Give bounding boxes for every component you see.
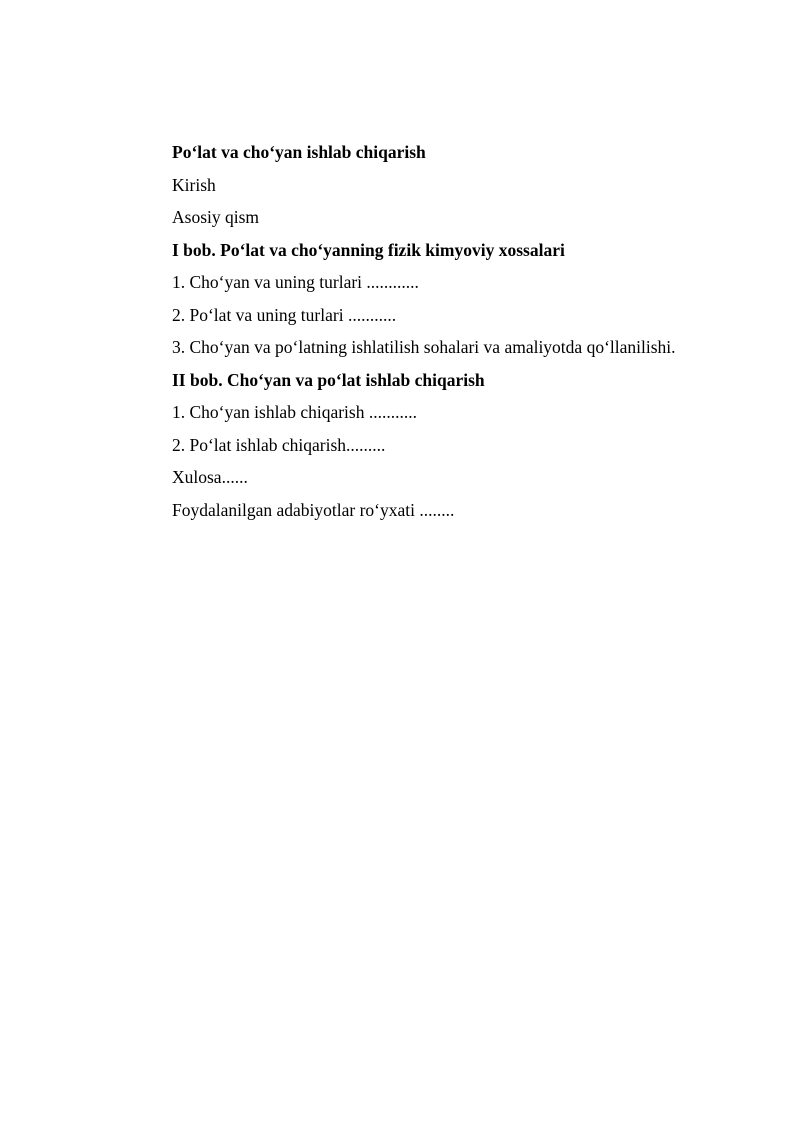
toc-entry-2-2: 2. Po‘lat ishlab chiqarish......... (172, 434, 386, 455)
toc-entry-1-3: 3. Cho‘yan va po‘latning ishlatilish sohalari va amaliyotda qo‘llanilishi. (172, 337, 676, 357)
document-title: Po‘lat va cho‘yan ishlab chiqarish (172, 142, 426, 162)
toc-entry-references: Foydalanilgan adabiyotlar ro‘yxati ........ (172, 499, 455, 520)
toc-entry-1-1: 1. Cho‘yan va uning turlari ............ (172, 272, 419, 292)
toc-chapter-2-heading: II bob. Cho‘yan va po‘lat ishlab chiqarish (172, 369, 485, 390)
toc-chapter-1-heading: I bob. Po‘lat va cho‘yanning fizik kimyoviy xossalari (172, 239, 565, 260)
toc-entry-conclusion: Xulosa...... (172, 467, 248, 487)
toc-entry-1-2: 2. Po‘lat va uning turlari ........... (172, 304, 397, 325)
toc-entry-main-part: Asosiy qism (172, 207, 260, 227)
toc-entry-2-1: 1. Cho‘yan ishlab chiqarish ........... (172, 402, 417, 422)
table-of-contents (172, 140, 772, 530)
toc-entry-introduction: Kirish (172, 174, 216, 195)
